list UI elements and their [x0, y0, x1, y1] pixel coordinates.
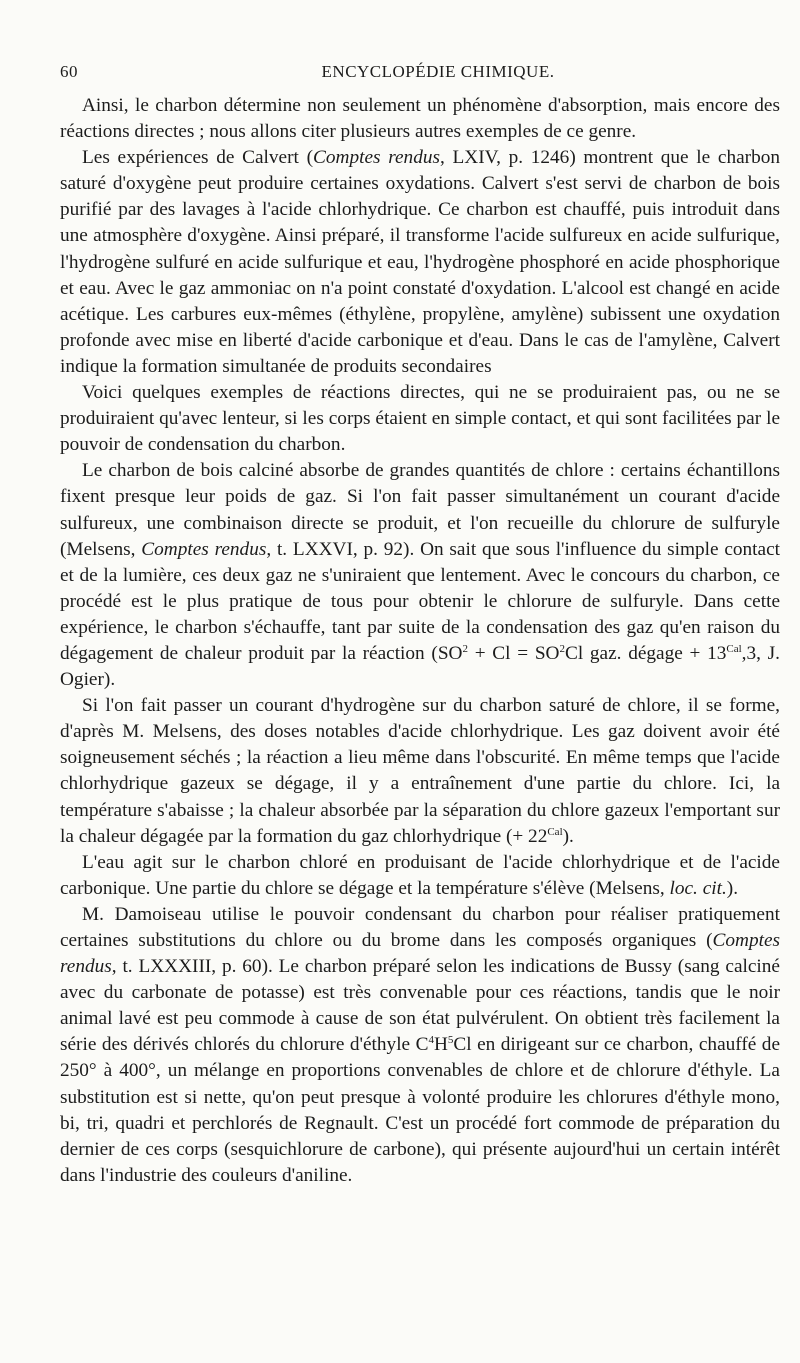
superscript: 2	[559, 642, 565, 655]
superscript: 5	[447, 1034, 454, 1047]
paragraph-calvert: Les expériences de Calvert (Comptes rendus, LXIV, p. 1246) montrent que le charbon saturé d'oxygène peut produire certaines oxydations. Calvert s'est servi de charbon de bois purifié par des lavages à l'acide chlorhydrique. Ce charbon est chauffé, puis introduit dans une atmosphère d'oxygène. Ainsi préparé, il transforme l'acide sulfureux en acide sulfurique, l'hydrogène sulfuré en acide sulfurique et eau, l'hydrogène phosphoré en acide phosphorique et eau. Avec le gaz ammoniac on n'a point constaté d'oxydation. L'alcool est changé en acide acétique. Les carbures eux-mêmes (éthylène, propylène, amylène) subissent une oxydation profonde avec mise en liberté d'acide carbonique et d'eau. Dans le cas de l'amylène, Calvert indique la formation simultanée de produits secondaires	[60, 147, 781, 377]
superscript: 4	[428, 1034, 434, 1047]
paragraph-chlore-sulfuryle: Le charbon de bois calciné absorbe de grandes quantités de chlore : certains échantillons fixent presque leur poids de gaz. Si l'on fait passer simultanément un courant d'acide sulfureux, une combinaison directe se produit, et l'on recueille du chlorure de sulfuryle (Melsens, Comptes rendus, t. LXXVI, p. 92). On sait que sous l'influence du simple contact et de la lumière, ces deux gaz ne s'uniraient que lentement. Avec le concours du charbon, ce procédé est le plus pratique de tous pour obtenir le chlorure de sulfuryle. Dans cette expérience, le charbon s'échauffe, tant par suite de la condensation des gaz qu'en raison du dégagement de chaleur produit par la réaction ($SO^2 + Cl = SO^2Cl$ gaz. dégage + $13^{Cal},3$, J. Ogier).	[60, 460, 780, 691]
paragraph-hydrogene: Si l'on fait passer un courant d'hydrogène sur du charbon saturé de chlore, il se forme, d'après M. Melsens, des doses notables d'acide chlorhydrique. Les gaz doivent avoir été soigneusement séchés ; la réaction a lieu même dans l'obscurité. En même temps que l'acide chlorhydrique gazeux se dégage, il y a entraînement d'une partie du chlore. Ici, la température s'abaisse ; la chaleur absorbée par la séparation du chlore gazeux l'emportant sur la chaleur dégagée par la formation du gaz chlorhydrique (+ $22^{Cal}$).	[60, 695, 780, 847]
citation-comptes-rendus: Comptes rendus	[313, 147, 440, 169]
paragraph-absorption: Ainsi, le charbon détermine non seulement un phénomène d'absorption, mais encore des réactions directes ; nous allons citer plusieurs autres exemples de ce genre.	[60, 95, 780, 143]
superscript: Cal	[726, 642, 742, 655]
paragraph-eau: L'eau agit sur le charbon chloré en produisant de l'acide chlorhydrique et de l'acide carbonique. Une partie du chlore se dégage et la température s'élève (Melsens, loc. cit.).	[60, 851, 780, 899]
running-title: ENCYCLOPÉDIE CHIMIQUE.	[321, 62, 555, 81]
paragraph-damoiseau: M. Damoiseau utilise le pouvoir condensant du charbon pour réaliser pratiquement certaines substitutions du chlore ou du brome dans les composés organiques (Comptes rendus, t. LXXXIII, p. 60). Le charbon préparé selon les indications de Bussy (sang calciné avec du carbonate de potasse) est très convenable pour ces réactions, tandis que le noir animal lavé est peu commode à cause de son état pulvérulent. On obtient très facilement la série des dérivés chlorés du chlorure d'éthyle $C^4H^5Cl$ en dirigeant sur ce charbon, chauffé de 250° à 400°, un mélange en proportions convenables de chlore et de chlorure d'éthyle. La substitution est si nette, qu'on peut presque à volonté produire les chlorures d'éthyle mono, bi, tri, quadri et perchlorés de Regnault. C'est un procédé fort commode de préparation du dernier de ces corps (sesquichlorure de carbone), qui présente aujourd'hui un certain intérêt dans l'industrie des couleurs d'aniline.	[60, 903, 780, 1186]
citation-loc-cit: loc. cit.	[669, 877, 727, 899]
body-text	[60, 93, 780, 1189]
page-number: 60	[60, 62, 78, 81]
citation-comptes-rendus: Comptes rendus	[141, 538, 267, 560]
superscript: 2	[462, 642, 468, 655]
page-header	[60, 62, 776, 88]
paragraph-direct-reactions: Voici quelques exemples de réactions directes, qui ne se produiraient pas, ou ne se produiraient qu'avec lenteur, si les corps étaient en simple contact, et qui sont facilitées par le pouvoir de condensation du charbon.	[60, 382, 780, 456]
superscript: Cal	[547, 825, 563, 838]
citation-comptes-rendus: Comptes rendus	[60, 930, 780, 978]
